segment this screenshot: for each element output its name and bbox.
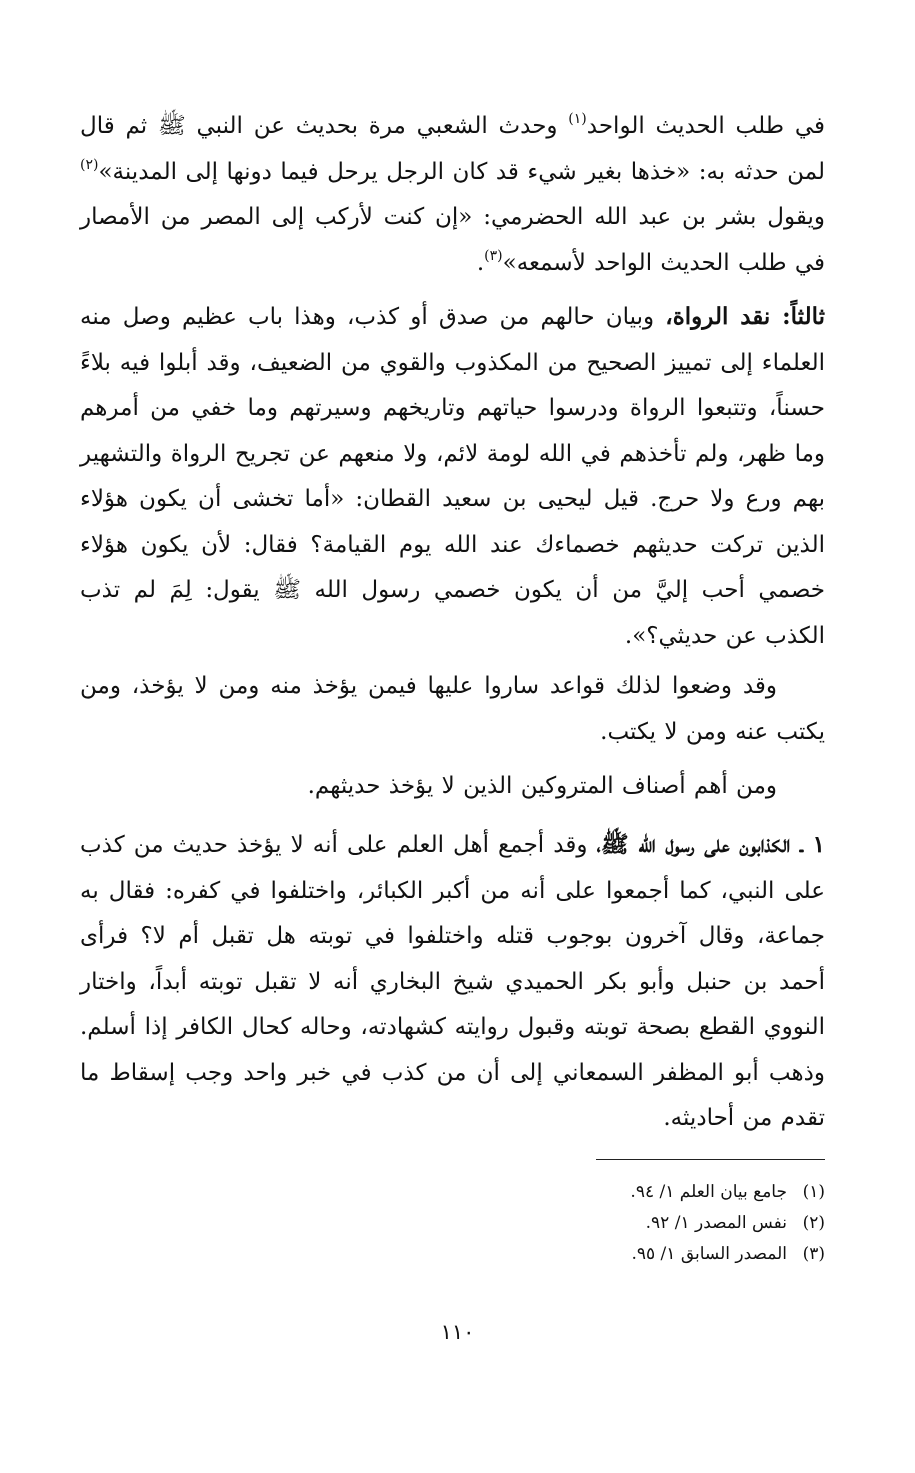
footnote-3: [80, 1239, 825, 1270]
paragraph-1-text-d: .: [476, 249, 485, 276]
footnote-1-number: (١): [802, 1182, 825, 1202]
footnote-divider: [596, 1159, 825, 1160]
page-number: ١١٠: [440, 1320, 475, 1344]
paragraph-1-text-c: ويقول بشر بن عبد الله الحضرمي: «إن كنت لأركب إلى المصر من الأمصار في طلب الحديث الواحد لأسمعه»: [80, 204, 825, 276]
paragraph-3: [80, 664, 825, 755]
footnote-2-number: (٢): [802, 1213, 825, 1233]
section-heading-narrators-criticism: ثالثاً: نقد الرواة،: [665, 303, 825, 330]
section-heading-liars: ١ ـ الكذابون على رسول الله ﷺ،: [596, 831, 825, 858]
paragraph-3-text: وقد وضعوا لذلك قواعد ساروا عليها فيمن يؤخذ منه ومن لا يؤخذ، ومن يكتب عنه ومن لا يكتب.: [80, 673, 825, 745]
paragraph-4-text: ومن أهم أصناف المتروكين الذين لا يؤخذ حديثهم.: [307, 773, 777, 799]
footnote-3-number: (٣): [802, 1244, 825, 1264]
footnote-1: [80, 1177, 825, 1208]
footnote-ref-1: (١): [568, 111, 587, 127]
footnote-3-text: المصدر السابق ١/ ٩٥.: [631, 1244, 787, 1264]
footnote-ref-2: (٢): [80, 156, 99, 173]
footnote-2: [80, 1208, 825, 1239]
paragraph-1-text-b: وحدث الشعبي مرة بحديث عن النبي ﷺ ثم قال لمن حدثه به: «خذها بغير شيء قد كان الرجل يرحل فيما دونها إلى المدينة»: [80, 113, 825, 185]
paragraph-1: [80, 104, 825, 286]
paragraph-1-text-a: في طلب الحديث الواحد: [586, 113, 825, 139]
footnote-1-text: جامع بيان العلم ١/ ٩٤.: [630, 1182, 787, 1202]
paragraph-4: [80, 764, 825, 810]
paragraph-2-text: وبيان حالهم من صدق أو كذب، وهذا باب عظيم وصل منه العلماء إلى تمييز الصحيح من المكذوب والقوي من الضعيف، وقد أبلوا فيه بلاءً حسناً، وتتبعوا الرواة ودرسوا حياتهم وتاريخهم وسيرتهم وما خفي من أمرهم وما ظهر، ولم تأخذهم في الله لومة لائم، ولا منعهم عن تجريح الرواة والتشهير بهم ورع ولا حرج. قيل ليحيى بن سعيد القطان: «أما تخشى أن يكون هؤلاء الذين تركت حديثهم خصماءك عند الله يوم القيامة؟ فقال: لأن يكون هؤلاء خصمي أحب إليَّ من أن يكون خصمي رسول الله ﷺ يقول: لِمَ لم تذب الكذب عن حديثي؟».: [80, 304, 825, 649]
paragraph-2: [80, 294, 825, 659]
footnotes: [80, 1177, 825, 1270]
footnote-ref-3: (٣): [484, 247, 503, 264]
paragraph-5: [80, 822, 825, 1142]
footnote-2-text: نفس المصدر ١/ ٩٢.: [645, 1213, 787, 1233]
paragraph-5-text: وقد أجمع أهل العلم على أنه لا يؤخذ حديث من كذب على النبي، كما أجمعوا على أنه من أكبر الكبائر، واختلفوا في كفره: فقال به جماعة، وقال آخرون بوجوب قتله واختلفوا في توبته هل تقبل أم لا؟ فرأى أحمد بن حنبل وأبو بكر الحميدي شيخ البخاري أنه لا تقبل توبته أبداً، واختار النووي القطع بصحة توبته وقبول روايته كشهادته، وحاله كحال الكافر إذا أسلم. وذهب أبو المظفر السمعاني إلى أن من كذب في خبر واحد وجب إسقاط ما تقدم من أحاديثه.: [80, 832, 825, 1131]
